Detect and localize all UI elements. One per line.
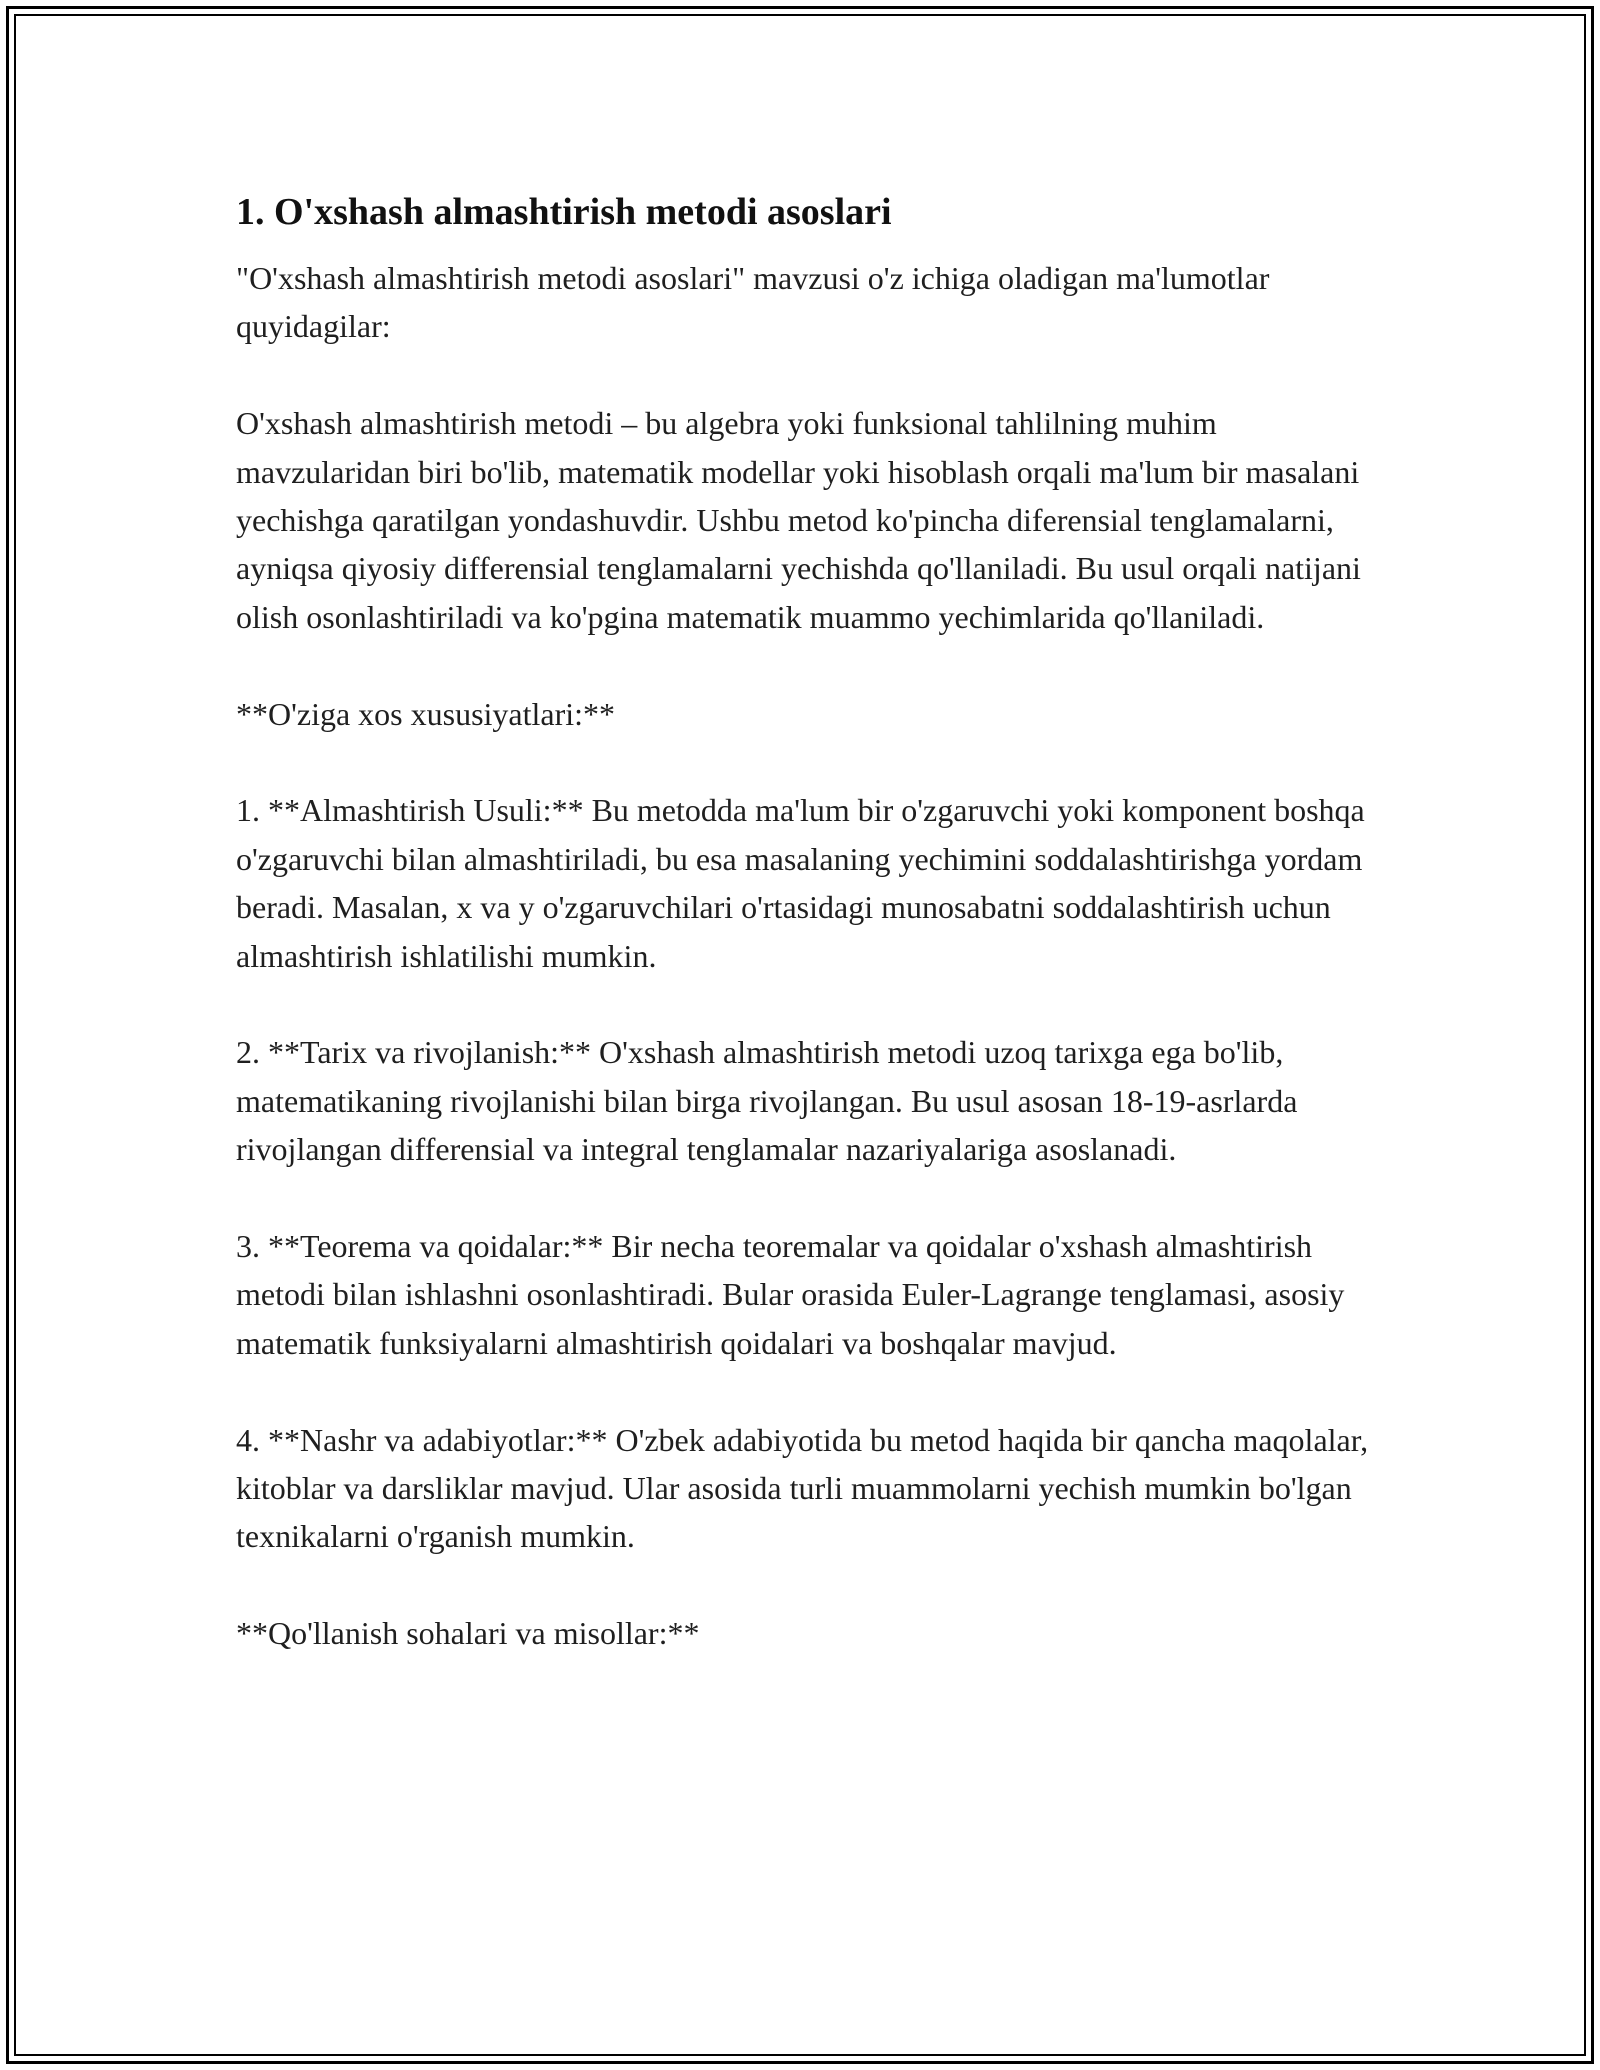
list-item-2: 2. **Tarix va rivojlanish:** O'xshash almashtirish metodi uzoq tarixga ega bo'lib, matematikaning rivojlanishi bilan birga rivojlangan. Bu usul asosan 18-19-asrlarda rivojlangan differensial va integral tenglamalar nazariyalariga asoslanadi.	[236, 1034, 1298, 1168]
section-title: 1. O'xshash almashtirish metodi asoslari	[236, 191, 892, 233]
list-item-4: 4. **Nashr va adabiyotlar:** O'zbek adabiyotida bu metod haqida bir qancha maqolalar, kitoblar va darsliklar mavjud. Ular asosida turli muammolarni yechish mumkin bo'lgan texnikalarni o'rganish mumkin.	[236, 1421, 1369, 1555]
definition-paragraph: O'xshash almashtirish metodi – bu algebra yoki funksional tahlilning muhim mavzularidan biri bo'lib, matematik modellar yoki hisoblash orqali ma'lum bir masalani yechishga qaratilgan yondashuvdir. Ushbu metod ko'pincha diferensial tenglamalarni, ayniqsa qiyosiy differensial tenglamalarni yechishda qo'llaniladi. Bu usul orqali natijani olish osonlashtiriladi va ko'pgina matematik muammo yechimlarida qo'llaniladi.	[236, 405, 1361, 635]
list-item-1: 1. **Almashtirish Usuli:** Bu metodda ma'lum bir o'zgaruvchi yoki komponent boshqa o'zgaruvchi bilan almashtiriladi, bu esa masalaning yechimini soddalashtirishga yordam beradi. Masalan, x va y o'zgaruvchilari o'rtasidagi munosabatni soddalashtirish uchun almashtirish ishlatilishi mumkin.	[236, 792, 1365, 974]
applications-heading: **Qo'llanish sohalari va misollar:**	[236, 1615, 700, 1652]
list-item-3: 3. **Teorema va qoidalar:** Bir necha teoremalar va qoidalar o'xshash almashtirish metodi bilan ishlashni osonlashtiradi. Bular orasida Euler-Lagrange tenglamasi, asosiy matematik funksiyalarni almashtirish qoidalari va boshqalar mavjud.	[236, 1228, 1345, 1361]
intro-paragraph: "O'xshash almashtirish metodi asoslari" mavzusi o'z ichiga oladigan ma'lumotlar quyidagilar:	[236, 260, 1270, 345]
features-heading: **O'ziga xos xususiyatlari:**	[236, 695, 616, 732]
document-body	[236, 188, 1376, 1658]
